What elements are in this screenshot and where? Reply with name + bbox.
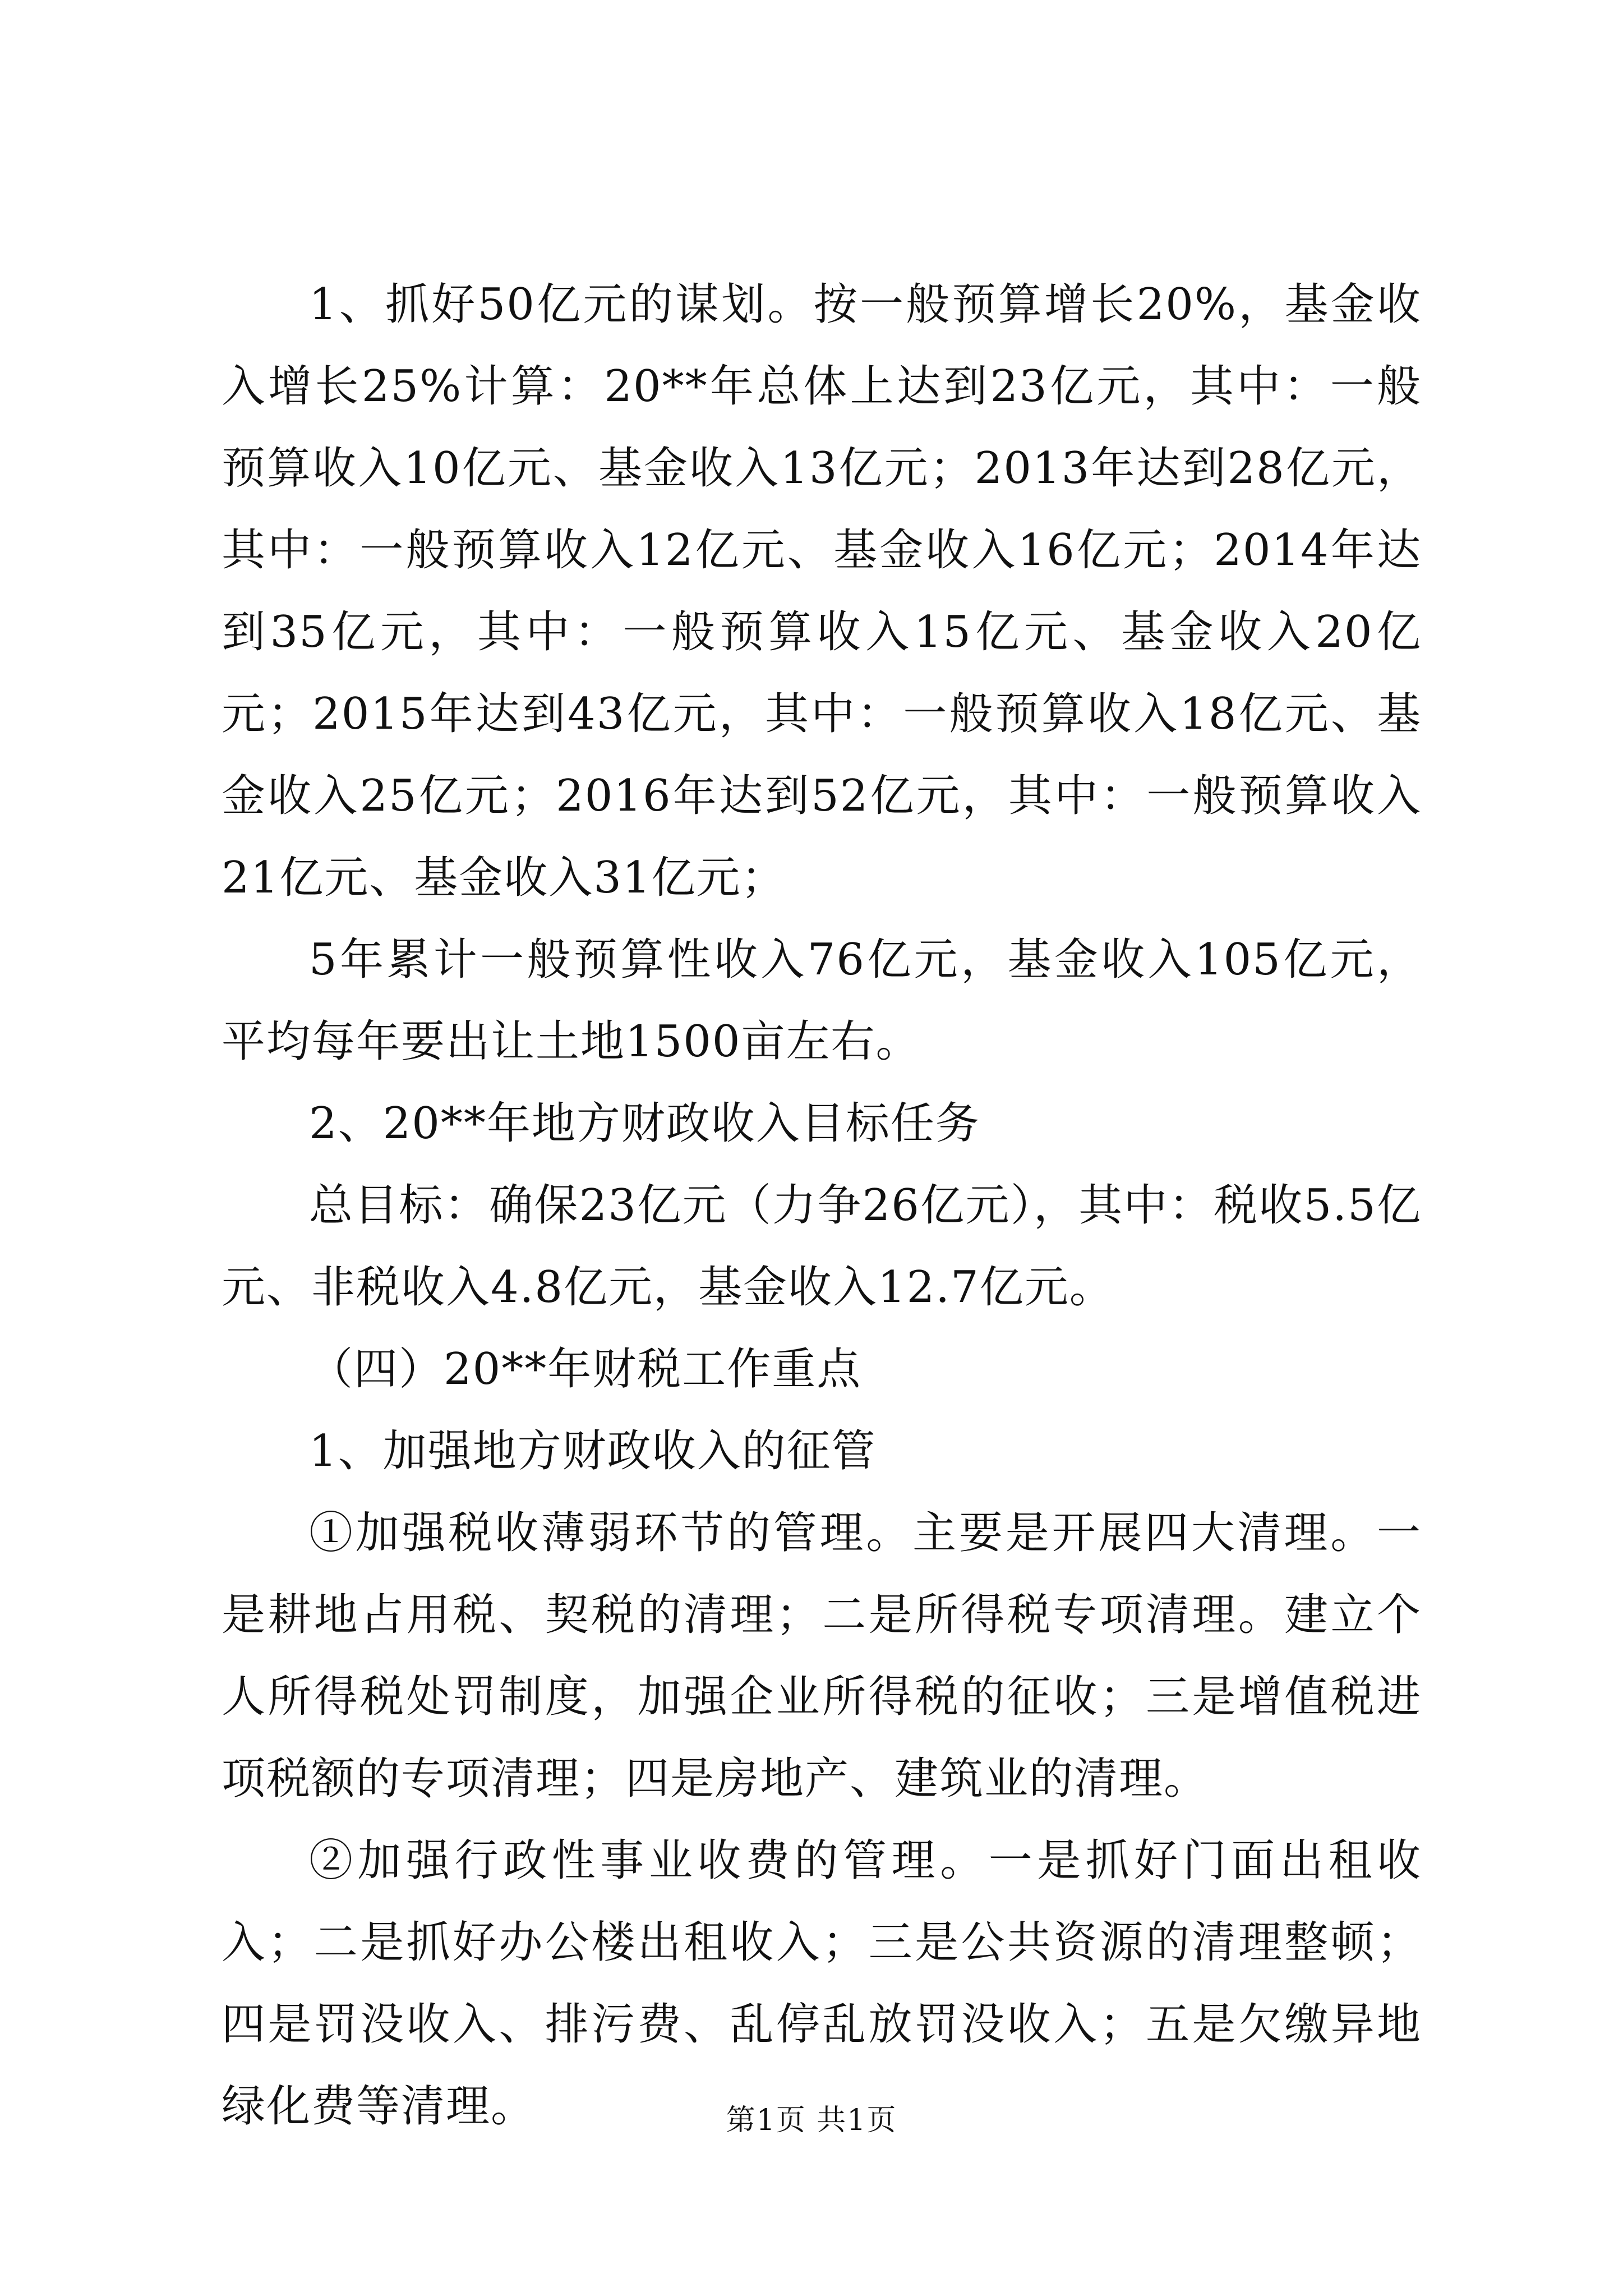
paragraph-heading-collection: 1、加强地方财政收入的征管 <box>309 1426 877 1476</box>
page-number-footer: 第1页 共1页 <box>726 2104 897 2137</box>
paragraph-tax-weak-links: ①加强税收薄弱环节的管理。主要是开展四大清理。一是耕地占用税、契税的清理；二是所得税专项清理。建立个人所得税处罚制度，加强企业所得税的征收；三是增值税进项税额的专项清理；四是房地产、建筑业的清理。 <box>222 1508 1422 1804</box>
paragraph-heading-revenue-target: 2、20**年地方财政收入目标任务 <box>309 1098 980 1149</box>
paragraph-revenue-plan: 1、抓好50亿元的谋划。按一般预算增长20%，基金收入增长25%计算：20**年总体上达到23亿元，其中：一般预算收入10亿元、基金收入13亿元；2013年达到28亿元，其中：一般预算收入12亿元、基金收入16亿元；2014年达到35亿元，其中：一般预算收入15亿元、基金收入20亿元；2015年达到43亿元，其中：一般预算收入18亿元、基金收入25亿元；2016年达到52亿元，其中：一般预算收入21亿元、基金收入31亿元； <box>222 279 1422 903</box>
paragraph-five-year-total: 5年累计一般预算性收入76亿元，基金收入105亿元，平均每年要出让土地1500亩左右。 <box>222 935 1422 1067</box>
paragraph-administrative-fees: ②加强行政性事业收费的管理。一是抓好门面出租收入；二是抓好办公楼出租收入；三是公共资源的清理整顿；四是罚没收入、排污费、乱停乱放罚没收入；五是欠缴异地绿化费等清理。 <box>222 1835 1422 2132</box>
document-body <box>222 264 1422 2147</box>
paragraph-section-heading-priorities: （四）20**年财税工作重点 <box>309 1344 862 1395</box>
paragraph-overall-target: 总目标：确保23亿元（力争26亿元），其中：税收5.5亿元、非税收入4.8亿元，基金收入12.7亿元。 <box>222 1180 1422 1313</box>
